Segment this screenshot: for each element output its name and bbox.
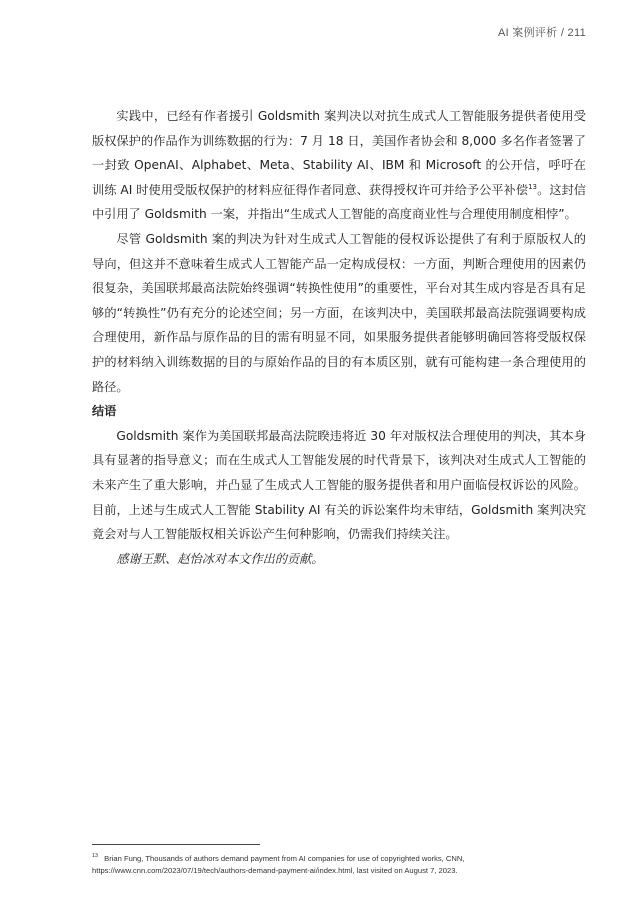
footnote [92, 853, 586, 877]
footnote-divider [92, 844, 260, 845]
footnote-text: Brian Fung, Thousands of authors demand payment from AI companies for use of copyrighted works, CNN, https://www.cnn.com/2023/07/19/tech/authors-demand-payment-ai/index.html, last visited on August 7, 2023. [92, 854, 465, 875]
running-header: AI 案例评析 / 211 [497, 27, 586, 39]
paragraph-3: Goldsmith 案作为美国联邦最高法院睽违将近 30 年对版权法合理使用的判决，其本身具有显著的指导意义；而在生成式人工智能发展的时代背景下，该判决对生成式人工智能的未来产生了重大影响，并凸显了生成式人工智能的服务提供者和用户面临侵权诉讼的风险。目前，上述与生成式人工智能 Stability AI 有关的诉讼案件均未审结，Goldsmith 案判决究竟会对与人工智能版权相关诉讼产生何种影响，仍需我们持续关注。 [92, 428, 586, 542]
acknowledgement: 感谢王默、赵怡冰对本文作出的贡献。 [116, 551, 324, 566]
paragraph-1-text: 实践中，已经有作者援引 Goldsmith 案判决以对抗生成式人工智能服务提供者使用受版权保护的作品作为训练数据的行为：7 月 18 日，美国作者协会和 8,000 多名作者签署了一封致 OpenAI、Alphabet、Meta、Stability AI、IBM 和 Microsoft 的公开信，呼吁在训练 AI 时使用受版权保护的材料应征得作者同意、获得授权许可并给予公平补偿 [92, 109, 586, 197]
paragraph-1 [92, 104, 586, 227]
paragraph-2: 尽管 Goldsmith 案的判决为针对生成式人工智能的侵权诉讼提供了有利于原版权人的导向，但这并不意味着生成式人工智能产品一定构成侵权：一方面，判断合理使用的因素仍很复杂，美国联邦最高法院始终强调“转换性使用”的重要性，平台对其生成内容是否具有足够的“转换性”仍有充分的论述空间；另一方面，在该判决中，美国联邦最高法院强调要构成合理使用，新作品与原作品的目的需有明显不同，如果服务提供者能够明确回答将受版权保护的材料纳入训练数据的目的与原始作品的目的有本质区别，就有可能构建一条合理使用的路径。 [92, 231, 586, 394]
article-body [92, 104, 586, 571]
footnote-number: 13 [92, 853, 99, 860]
paragraph-1-text-end: 。这封信中引用了 Goldsmith 一案，并指出“生成式人工智能的高度商业性与合理使用制度相悖”。 [92, 182, 586, 222]
footnote-reference[interactable]: 13 [528, 182, 538, 191]
section-heading: 结语 [92, 404, 117, 419]
